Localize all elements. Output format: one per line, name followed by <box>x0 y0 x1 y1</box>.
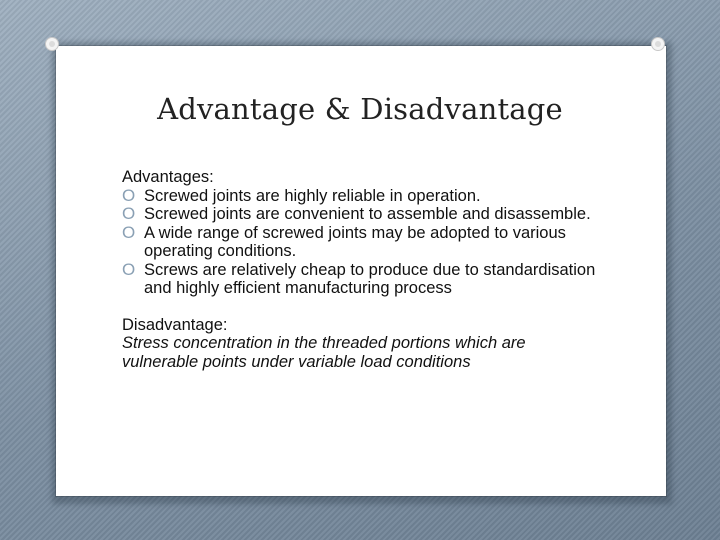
bullet-icon: O <box>122 185 136 205</box>
list-item <box>122 205 602 224</box>
slide-title: Advantage & Disadvantage <box>157 92 563 126</box>
disadvantage-heading: Disadvantage: <box>122 315 228 334</box>
list-item <box>122 224 602 261</box>
pushpin-icon <box>44 36 60 52</box>
slide-body <box>122 168 602 371</box>
list-item-text: Screwed joints are highly reliable in operation. <box>144 186 481 205</box>
advantages-heading: Advantages: <box>122 168 214 186</box>
disadvantage-text: Stress concentration in the threaded portions which are vulnerable points under variable load conditions <box>122 334 526 371</box>
spacer <box>122 298 602 316</box>
bullet-icon: O <box>122 222 136 242</box>
list-item-text: Screws are relatively cheap to produce due to standardisation and highly efficient manufacturing process <box>144 260 596 297</box>
bullet-icon: O <box>122 204 136 223</box>
list-item-text: A wide range of screwed joints may be adopted to various operating conditions. <box>144 223 566 260</box>
list-item-text: Screwed joints are convenient to assemble and disassemble. <box>144 205 591 223</box>
pushpin-icon <box>650 36 666 52</box>
bullet-icon: O <box>122 259 136 279</box>
advantages-list <box>122 187 602 298</box>
list-item <box>122 261 602 298</box>
list-item <box>122 187 602 206</box>
